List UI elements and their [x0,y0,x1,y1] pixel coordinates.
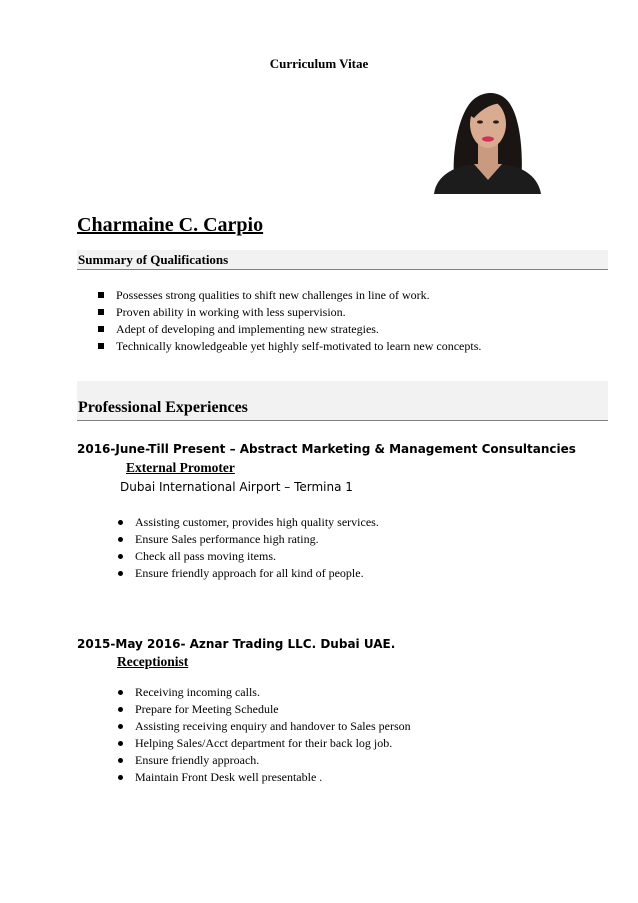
list-item: Prepare for Meeting Schedule [135,701,411,718]
square-bullet-icon [98,309,104,315]
job-heading: 2016-June-Till Present – Abstract Marketing & Management Consultancies [77,442,576,456]
job-role: Receptionist [117,654,189,669]
list-item: Proven ability in working with less supervision. [116,304,481,321]
bullet-icon [118,520,123,525]
candidate-name: Charmaine C. Carpio [77,214,264,236]
section-heading-label: Summary of Qualifications [78,252,229,267]
square-bullet-icon [98,343,104,349]
job-duties-list [135,684,411,786]
square-bullet-icon [98,326,104,332]
list-item: Check all pass moving items. [135,548,379,565]
list-item: Technically knowledgeable yet highly self-motivated to learn new concepts. [116,338,481,355]
job-role: External Promoter [126,460,235,475]
bullet-icon [118,741,123,746]
bullet-icon [118,554,123,559]
bullet-icon [118,690,123,695]
bullet-icon [118,758,123,763]
list-item: Ensure Sales performance high rating. [135,531,379,548]
list-item: Receiving incoming calls. [135,684,411,701]
list-item: Assisting receiving enquiry and handover to Sales person [135,718,411,735]
list-item: Adept of developing and implementing new strategies. [116,321,481,338]
bullet-icon [118,571,123,576]
list-item: Possesses strong qualities to shift new challenges in line of work. [116,287,481,304]
section-header-experience [77,381,608,421]
list-item: Ensure friendly approach. [135,752,411,769]
list-item: Assisting customer, provides high quality services. [135,514,379,531]
qualifications-list [116,287,481,355]
list-item: Helping Sales/Acct department for their back log job. [135,735,411,752]
square-bullet-icon [98,292,104,298]
portrait-image [434,84,541,194]
bullet-icon [118,775,123,780]
section-heading-label: Professional Experiences [78,399,248,416]
list-item: Ensure friendly approach for all kind of people. [135,565,379,582]
document-title: Curriculum Vitae [269,56,369,71]
job-duties-list [135,514,379,582]
bullet-icon [118,707,123,712]
list-item: Maintain Front Desk well presentable . [135,769,411,786]
bullet-icon [118,724,123,729]
profile-photo [434,84,541,194]
section-header-qualifications [77,250,608,270]
bullet-icon [118,537,123,542]
job-location: Dubai International Airport – Termina 1 [120,480,353,494]
job-heading: 2015-May 2016- Aznar Trading LLC. Dubai UAE. [77,637,396,651]
